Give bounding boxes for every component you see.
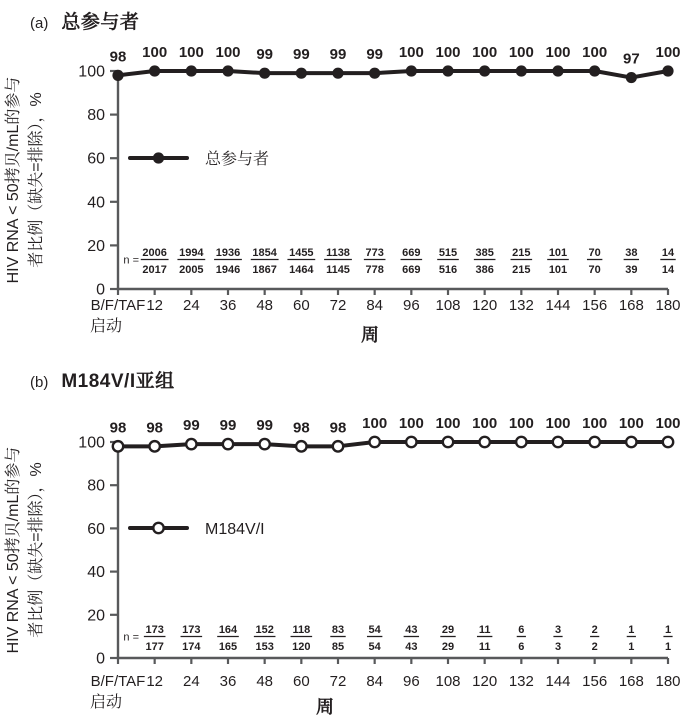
- n-fraction-denominator: 669: [402, 264, 421, 276]
- n-fraction-numerator: 101: [548, 247, 568, 259]
- data-point: [406, 437, 416, 447]
- data-point: [186, 439, 196, 449]
- y-tick-label: 80: [87, 477, 105, 495]
- panel-b-title: M184V/I亚组: [61, 371, 175, 392]
- n-fraction-denominator: 1: [664, 641, 672, 653]
- value-label: 100: [508, 44, 534, 61]
- data-point: [443, 437, 453, 447]
- x-tick-label: 84: [366, 673, 384, 690]
- value-label: 100: [472, 415, 498, 432]
- n-fraction-denominator: 1946: [215, 264, 241, 276]
- n-fraction-numerator: 1994: [179, 247, 204, 259]
- y-tick-label: 80: [87, 107, 105, 125]
- legend-marker: [153, 152, 164, 163]
- x-tick-label: 144: [545, 673, 571, 690]
- y-tick-label: 100: [78, 63, 105, 81]
- x-tick-label: 120: [472, 673, 498, 690]
- n-fraction-numerator: 1854: [252, 247, 277, 259]
- x-tick-label: 132: [508, 297, 534, 314]
- n-fraction-denominator: 1867: [252, 264, 277, 276]
- value-label: 99: [292, 46, 310, 64]
- n-fraction-denominator: 177: [145, 641, 164, 653]
- x-tick-label: 60: [292, 297, 310, 314]
- n-fraction-numerator: 1: [664, 624, 672, 636]
- data-point: [553, 437, 563, 447]
- n-fraction-numerator: 515: [438, 247, 458, 259]
- value-label: 100: [398, 44, 424, 61]
- y-tick-label: 0: [96, 650, 105, 668]
- x-tick-label-baseline-line2: 启动: [89, 318, 123, 335]
- value-label: 100: [435, 415, 461, 432]
- x-tick-label: 180: [655, 297, 681, 314]
- y-tick-label: 20: [87, 607, 105, 625]
- panel-a-y-axis-label-line1: HIV RNA < 50拷贝/mL的参与: [5, 76, 22, 284]
- data-point: [369, 68, 380, 79]
- n-fraction-numerator: 1455: [289, 247, 314, 259]
- value-label: 98: [146, 419, 164, 437]
- x-tick-label: 12: [146, 297, 164, 314]
- n-fraction-denominator: 2005: [179, 264, 204, 276]
- x-tick-label: 48: [256, 297, 274, 314]
- n-fraction-numerator: 152: [255, 624, 274, 636]
- value-label: 100: [618, 415, 644, 432]
- x-tick-label: 36: [219, 673, 237, 690]
- n-fraction-numerator: 70: [588, 247, 601, 259]
- n-fraction-numerator: 385: [475, 247, 494, 259]
- data-point: [589, 437, 599, 447]
- n-fraction-denominator: 14: [661, 264, 675, 276]
- n-fraction-denominator: 174: [182, 641, 201, 653]
- n-fraction-numerator: 2006: [142, 247, 167, 259]
- data-point: [113, 441, 123, 451]
- data-point: [662, 65, 673, 76]
- legend-label: M184V/I: [205, 521, 265, 538]
- y-tick-label: 100: [78, 434, 105, 452]
- legend-label: 总参与者: [205, 151, 270, 168]
- n-fraction-numerator: 2: [591, 624, 598, 636]
- n-fraction-numerator: 14: [661, 247, 675, 259]
- n-fraction-denominator: 120: [292, 641, 311, 653]
- data-point: [223, 439, 233, 449]
- value-label: 97: [622, 50, 640, 68]
- n-fraction-denominator: 101: [548, 264, 568, 276]
- n-fraction-denominator: 1145: [326, 264, 350, 276]
- value-label: 98: [329, 419, 347, 437]
- data-point: [333, 441, 343, 451]
- n-fraction-numerator: 11: [478, 624, 491, 636]
- n-fraction-denominator: 70: [588, 264, 601, 276]
- y-tick-label: 20: [87, 237, 105, 255]
- panel-a-data-line: [118, 71, 668, 78]
- data-point: [296, 441, 306, 451]
- value-label: 99: [256, 417, 274, 435]
- value-label: 99: [182, 417, 200, 435]
- x-tick-label-baseline-line2: 启动: [89, 694, 123, 711]
- y-tick-label: 40: [87, 564, 105, 582]
- x-tick-label: 48: [256, 673, 274, 690]
- x-tick-label-baseline: B/F/TAF: [90, 673, 146, 690]
- value-label: 100: [215, 44, 241, 61]
- value-label: 100: [655, 415, 681, 432]
- x-tick-label: 132: [508, 673, 534, 690]
- n-fraction-denominator: 165: [218, 641, 238, 653]
- data-point: [406, 65, 417, 76]
- data-point: [222, 65, 233, 76]
- x-tick-label: 24: [182, 297, 200, 314]
- x-tick-label: 72: [329, 673, 347, 690]
- data-point: [663, 437, 673, 447]
- n-fraction-numerator: 3: [554, 624, 562, 636]
- x-tick-label: 108: [435, 297, 461, 314]
- data-point: [112, 70, 123, 81]
- n-fraction-denominator: 39: [625, 264, 638, 276]
- value-label: 98: [109, 48, 127, 66]
- n-fraction-denominator: 2: [591, 641, 598, 653]
- n-fraction-denominator: 3: [554, 641, 562, 653]
- n-fraction-denominator: 1464: [289, 264, 314, 276]
- x-tick-label: 24: [182, 673, 200, 690]
- x-tick-label: 60: [292, 673, 310, 690]
- data-point: [259, 439, 269, 449]
- n-fraction-numerator: 173: [145, 624, 164, 636]
- data-point: [479, 65, 490, 76]
- n-fraction-denominator: 54: [368, 641, 381, 653]
- n-fraction-numerator: 173: [182, 624, 201, 636]
- value-label: 100: [582, 44, 608, 61]
- data-point: [552, 65, 563, 76]
- n-fraction-numerator: 1138: [326, 247, 350, 259]
- y-tick-label: 60: [87, 520, 105, 538]
- data-point: [259, 68, 270, 79]
- value-label: 100: [545, 44, 571, 61]
- panel-a-y-axis-label-line2: 者比例（缺失=排除），%: [28, 92, 45, 268]
- x-tick-label: 36: [219, 297, 237, 314]
- n-fraction-numerator: 1: [628, 624, 635, 636]
- data-point: [296, 68, 307, 79]
- y-tick-label: 60: [87, 150, 105, 168]
- n-fraction-numerator: 1936: [215, 247, 241, 259]
- y-tick-label: 0: [96, 281, 105, 299]
- n-fraction-numerator: 164: [218, 624, 238, 636]
- value-label: 100: [398, 415, 424, 432]
- n-fraction-numerator: 38: [625, 247, 638, 259]
- n-fraction-numerator: 43: [405, 624, 418, 636]
- x-tick-label: 12: [146, 673, 164, 690]
- x-tick-label: 180: [655, 673, 681, 690]
- data-point: [479, 437, 489, 447]
- n-equals-label: n =: [123, 254, 139, 267]
- x-tick-label: 120: [472, 297, 498, 314]
- value-label: 100: [178, 44, 204, 61]
- n-fraction-denominator: 516: [438, 264, 458, 276]
- n-fraction-denominator: 6: [518, 641, 525, 653]
- data-point: [186, 65, 197, 76]
- panel-b-y-axis-label-line1: HIV RNA < 50拷贝/mL的参与: [5, 446, 22, 654]
- value-label: 100: [472, 44, 498, 61]
- n-fraction-denominator: 29: [441, 641, 455, 653]
- n-fraction-denominator: 778: [365, 264, 384, 276]
- value-label: 99: [329, 46, 347, 64]
- value-label: 98: [292, 419, 310, 437]
- value-label: 100: [545, 415, 571, 432]
- value-label: 99: [219, 417, 237, 435]
- value-label: 98: [109, 419, 127, 437]
- data-point: [626, 72, 637, 83]
- x-tick-label: 156: [582, 297, 608, 314]
- data-point: [626, 437, 636, 447]
- data-point: [369, 437, 379, 447]
- panel-a-x-axis-title: 周: [361, 325, 379, 345]
- x-tick-label: 72: [329, 297, 347, 314]
- x-tick-label: 144: [545, 297, 571, 314]
- n-fraction-denominator: 215: [512, 264, 531, 276]
- n-fraction-numerator: 29: [441, 624, 455, 636]
- data-point: [332, 68, 343, 79]
- panel-a-letter: (a): [30, 15, 49, 32]
- n-equals-label: n =: [123, 631, 139, 644]
- data-point: [149, 441, 159, 451]
- value-label: 99: [366, 46, 384, 64]
- legend-marker: [153, 523, 163, 533]
- n-fraction-denominator: 43: [405, 641, 418, 653]
- value-label: 100: [435, 44, 461, 61]
- n-fraction-numerator: 83: [331, 624, 345, 636]
- n-fraction-numerator: 215: [512, 247, 531, 259]
- value-label: 100: [508, 415, 534, 432]
- value-label: 100: [655, 44, 681, 61]
- x-tick-label-baseline: B/F/TAF: [90, 297, 146, 314]
- n-fraction-numerator: 6: [518, 624, 525, 636]
- data-point: [149, 65, 160, 76]
- n-fraction-denominator: 1: [628, 641, 635, 653]
- y-tick-label: 40: [87, 194, 105, 212]
- n-fraction-denominator: 11: [478, 641, 491, 653]
- value-label: 100: [362, 415, 388, 432]
- x-tick-label: 168: [618, 673, 644, 690]
- panel-b-y-axis-label-line2: 者比例（缺失=排除），%: [28, 462, 45, 638]
- x-tick-label: 84: [366, 297, 384, 314]
- n-fraction-denominator: 153: [255, 641, 274, 653]
- n-fraction-numerator: 669: [402, 247, 421, 259]
- value-label: 100: [582, 415, 608, 432]
- panel-b-data-line: [118, 442, 668, 446]
- x-tick-label: 96: [402, 673, 420, 690]
- data-point: [442, 65, 453, 76]
- data-point: [516, 437, 526, 447]
- n-fraction-denominator: 2017: [142, 264, 167, 276]
- n-fraction-numerator: 54: [368, 624, 381, 636]
- value-label: 99: [256, 46, 274, 64]
- panel-b-letter: (b): [30, 374, 49, 391]
- panel-b-x-axis-title: 周: [316, 697, 334, 717]
- x-tick-label: 156: [582, 673, 608, 690]
- n-fraction-numerator: 118: [292, 624, 311, 636]
- x-tick-label: 168: [618, 297, 644, 314]
- n-fraction-denominator: 386: [475, 264, 494, 276]
- x-tick-label: 96: [402, 297, 420, 314]
- panel-a-title: 总参与者: [61, 12, 140, 33]
- value-label: 100: [142, 44, 168, 61]
- x-tick-label: 108: [435, 673, 461, 690]
- n-fraction-numerator: 773: [365, 247, 384, 259]
- data-point: [516, 65, 527, 76]
- data-point: [589, 65, 600, 76]
- n-fraction-denominator: 85: [331, 641, 345, 653]
